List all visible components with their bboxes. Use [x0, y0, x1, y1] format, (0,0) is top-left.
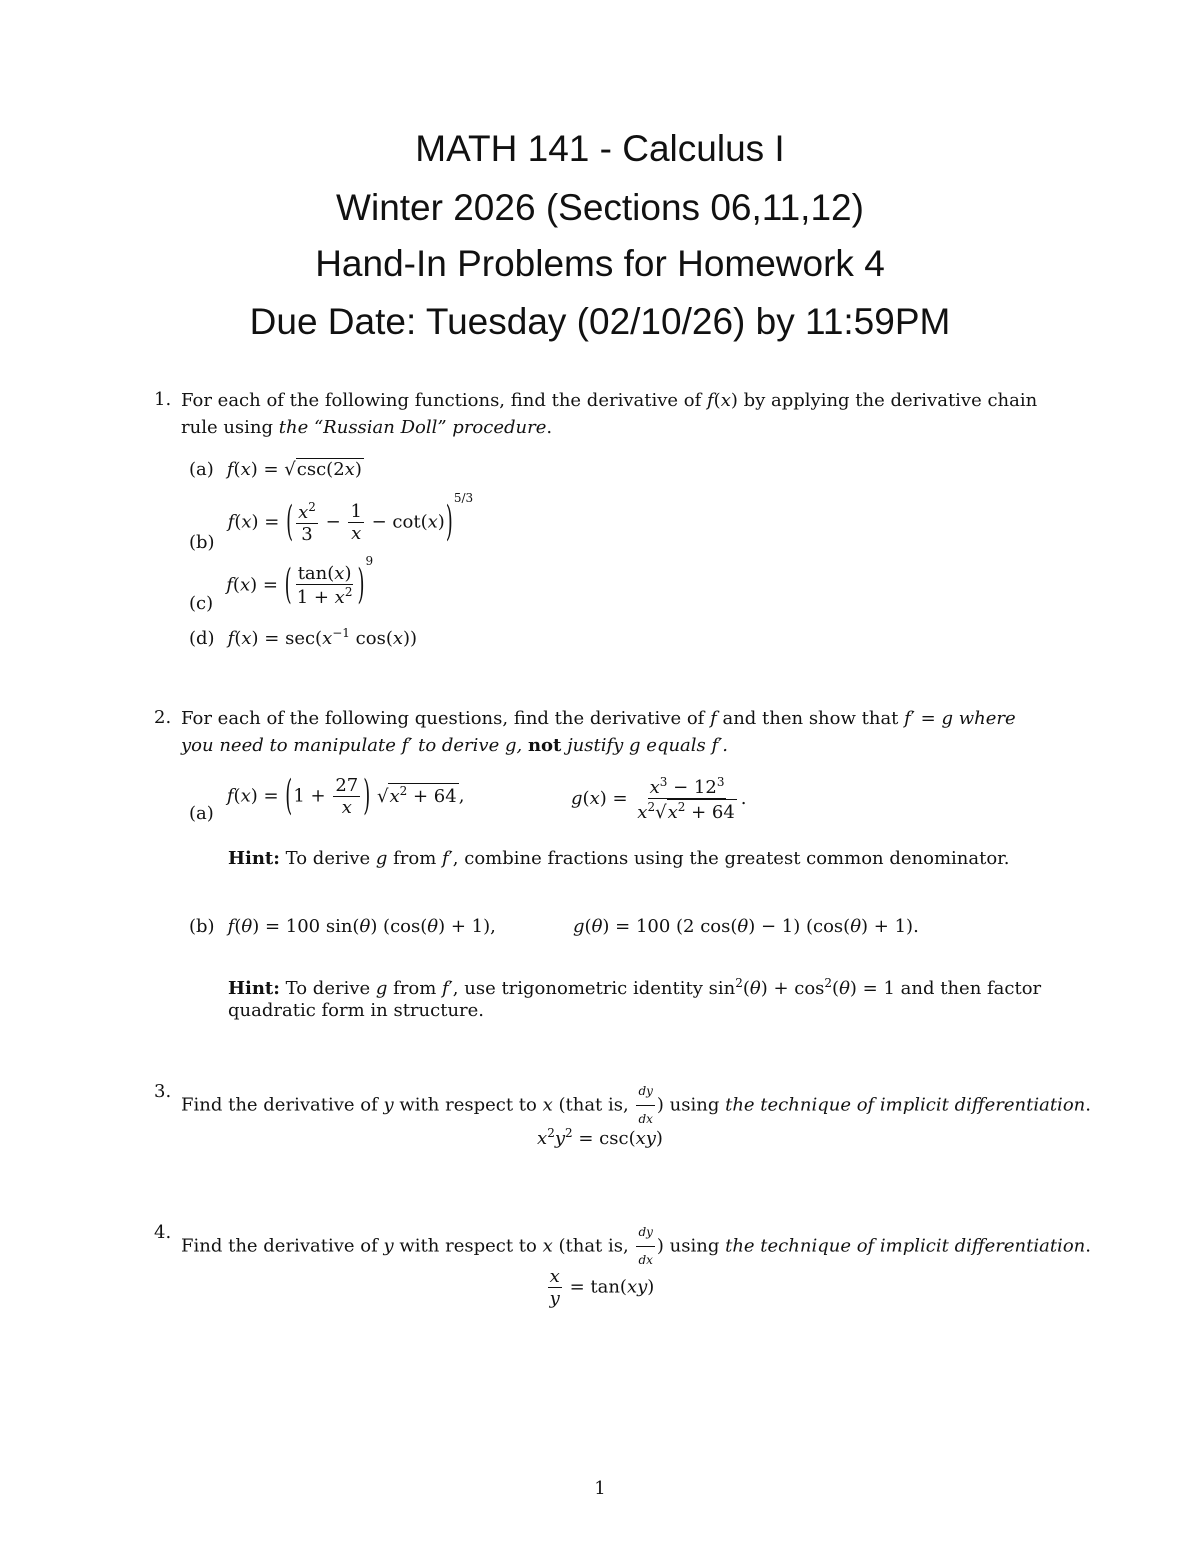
math-expression: f(x) = ( $\frac{x^2}{3}$ − $\frac{1}{x}$ − cot(x))$^{5/3}$	[227, 490, 474, 547]
problem-3-prompt: Find the derivative of y with respect to x (that is, $\frac{dy}{dx}$ ) using the technique of implicit differentiation.	[181, 1078, 1091, 1133]
problem-4-prompt: Find the derivative of y with respect to x (that is, $\frac{dy}{dx}$ ) using the technique of implicit differentiation.	[181, 1219, 1091, 1274]
problem-number: 4.	[154, 1222, 172, 1243]
problem-1b	[189, 490, 474, 553]
problem-2a-g	[571, 775, 747, 823]
part-label: (b)	[189, 916, 215, 937]
problem-1-prompt-line1: For each of the following functions, find the derivative of f(x) by applying the derivative chain	[181, 390, 1038, 411]
problem-1d	[189, 626, 417, 649]
part-label: (a)	[189, 459, 214, 480]
f-expression: f(θ) = 100 sin(θ) (cos(θ) + 1),	[227, 916, 496, 937]
math-expression: $f(x) = \sec(x^{-1}$ cos(x))	[227, 626, 418, 649]
problem-number: 3.	[154, 1081, 172, 1102]
assignment-title: Hand-In Problems for Homework 4	[315, 243, 885, 284]
problem-2-prompt-line2: you need to manipulate f′ to derive g, not justify g equals f′.	[181, 735, 728, 756]
math-expression: f(x) = ( $\frac{\tan(x)}{1 + x^2}$ )$^9$	[226, 553, 374, 610]
page-number: 1	[594, 1478, 606, 1499]
part-label: (b)	[189, 531, 215, 553]
term-sections: Winter 2026 (Sections 06,11,12)	[336, 187, 864, 228]
problem-2a-hint: Hint: To derive g from f′, combine fractions using the greatest common denominator.	[228, 848, 1010, 869]
problem-2b	[189, 916, 496, 937]
math-expression: f(x) = √csc(2x)	[226, 459, 362, 480]
problem-4-equation: $\frac{x}{y}$ = tan(xy)	[549, 1266, 655, 1309]
part-label: (c)	[189, 592, 214, 614]
problem-2b-hint-line1: Hint: To derive g from f′, use trigonometric identity $\sin^2(\theta) + \cos^2(\theta) = 1$ and then factor	[228, 976, 1042, 999]
due-date: Due Date: Tuesday (02/10/26) by 11:59PM	[249, 301, 951, 342]
problem-1a	[189, 458, 364, 480]
course-title: MATH 141 - Calculus I	[415, 128, 785, 169]
problem-2-prompt-line1: For each of the following questions, find the derivative of f and then show that f′ = g where	[181, 708, 1016, 729]
g-expression: g(x) = $\frac{x^3 - 12^3}{x^2√x^2 + 64}$ .	[571, 775, 747, 823]
g-expression: g(θ) = 100 (2 cos(θ) − 1) (cos(θ) + 1).	[573, 916, 919, 937]
problem-number: 1.	[154, 389, 172, 410]
part-label: (a)	[189, 802, 214, 824]
problem-1-prompt-line2: rule using the “Russian Doll” procedure.	[181, 417, 553, 438]
f-expression: f(x) = (1 + $\frac{27}{x}$ ) $√x^2 + 64$ ,	[226, 772, 465, 821]
problem-2a	[189, 772, 465, 824]
problem-2b-g	[573, 916, 919, 937]
problem-2b-hint-line2: quadratic form in structure.	[228, 1000, 485, 1021]
problem-3-equation: $x^2y^2 = \csc(xy)$	[537, 1126, 663, 1149]
part-label: (d)	[189, 628, 215, 649]
problem-1c	[189, 553, 374, 614]
problem-number: 2.	[154, 707, 172, 728]
